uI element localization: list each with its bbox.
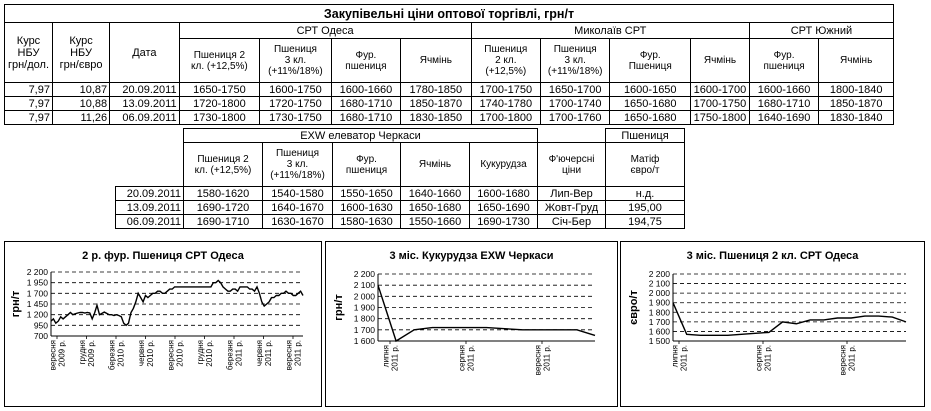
table-cell: 1640-1660 [401,187,470,201]
table-cell: 20.09.2011 [116,187,184,201]
table-cell: 1600-1750 [260,83,331,97]
y-tick-label: 1 450 [26,299,48,309]
header-line: пшениця [345,60,387,72]
x-tick-label [534,345,552,375]
y-tick-label: 1 900 [648,297,670,308]
y-tick-label: 1 950 [26,277,48,288]
table-cell: 195,00 [606,201,685,215]
table-cell: 1630-1670 [263,215,333,229]
x-tick-label-line: вересня [838,345,848,376]
header-line: Пшениця [628,60,672,72]
y-tick-label: 1 700 [648,316,670,327]
header-line: 3 кл. [286,159,309,170]
header-line: (+11%/18%) [270,170,325,181]
table-cell: 1700-1760 [541,111,610,125]
table-cell: 194,75 [606,215,685,229]
x-tick-label [78,340,96,367]
table-cell: 10,88 [52,97,109,111]
x-tick-label-line: серпня [457,345,467,371]
group-srt-odesa: СРТ Одеса [179,23,471,39]
x-tick-label [49,340,67,370]
header-line: Пшениця [553,44,597,55]
x-tick-label [458,345,476,371]
chart-wheat-odesa-svg [5,242,321,406]
x-tick-label [137,340,155,367]
header-line: Кукурудза [480,159,527,170]
table-cell: 1540-1580 [263,187,333,201]
table-cell: 13.09.2011 [116,201,184,215]
table-cell: 1650-1680 [401,201,470,215]
header-mykolaiv-col-0 [471,39,540,83]
table-cell: 1720-1800 [179,97,260,111]
chart-ylabel: грн/т [10,290,22,318]
header-odesa-col-3 [401,39,471,83]
y-tick-label: 1 700 [26,288,48,299]
table-cell: 1650-1750 [179,83,260,97]
header-line: Ячмінь [703,55,737,66]
table-cell: 1600-1680 [470,187,538,201]
series-line [378,285,595,341]
y-tick-label: 1 900 [353,302,375,313]
header-odesa-col-1 [260,39,331,83]
table-cell: 1740-1780 [471,97,540,111]
chart-ylabel: грн/т [333,294,345,321]
x-tick-label [285,340,303,370]
x-tick-label-line: серпня [754,345,764,371]
blank-cell [116,143,184,187]
table-cell: 1640-1690 [749,111,818,125]
header-yuzhnyi-col-1 [819,39,894,83]
table-cell: Жовт-Груд [538,201,606,215]
y-tick-label: 2 200 [353,269,375,279]
header-odesa-col-2 [331,39,400,83]
header-line: Ячмінь [419,55,452,66]
y-tick-label: 950 [33,320,48,331]
y-tick-label: 2 100 [353,280,375,291]
header-line: Ф'ючерсні [548,153,595,165]
header-bottom-col-0 [184,143,263,187]
table-cell: 1830-1850 [401,111,471,125]
header-bottom-col-3 [401,143,470,187]
table-cell: 1600-1630 [333,201,401,215]
table-cell: н.д. [606,187,685,201]
x-tick-label-line: 2011 р. [390,345,400,372]
header-line: Ячмінь [418,159,452,170]
group-exw-cherkasy: EXW елеватор Черкаси [184,129,538,143]
header-line: кл. (+12,5%) [191,60,248,72]
table-cell: 1600-1650 [610,83,691,97]
series-line [51,281,303,326]
x-tick-label-line: 2011 р. [847,345,857,372]
x-tick-label-line: 2011 р. [679,345,689,372]
header-line: Ячмінь [840,55,873,66]
header-line: євро/т [630,164,660,176]
x-tick-label-line: липня [381,345,391,368]
header-line: НБУ [17,46,40,59]
x-tick-label [196,340,214,367]
header-line: 3 кл. [284,55,307,66]
header-line: Фур. [356,153,377,165]
x-tick-label-line: червня [255,340,264,367]
table-cell: 1680-1710 [331,97,400,111]
chart-title: 3 міс. Пшениця 2 кл. СРТ Одеса [686,250,859,262]
header-line: (+12,5%) [485,66,527,77]
header-bottom-col-2 [333,143,401,187]
header-kurs-usd [5,23,53,83]
x-tick-label-line: червня [137,340,146,367]
x-tick-label-line: 2010 р. [146,340,155,367]
table-cell: 1780-1850 [401,83,471,97]
header-line: Пшениця 2 [197,153,249,165]
x-tick-label-line: вересня [166,340,176,371]
table-row [116,201,685,215]
header-mykolaiv-col-3 [691,39,750,83]
x-tick-label-line: грудня [78,340,87,365]
table-cell: Лип-Вер [538,187,606,201]
table-cell: 06.09.2011 [110,111,179,125]
chart-corn-cherkasy [325,241,618,407]
header-kurs-eur [52,23,109,83]
header-line: пшениця [345,164,388,176]
y-tick-label: 1 600 [353,336,375,346]
y-tick-label: 2 000 [353,291,375,302]
x-tick-label-line: 2011 р. [264,340,273,367]
header-line: Курс [69,34,93,47]
x-tick-label [226,340,244,370]
y-tick-label: 1 600 [648,326,670,337]
y-tick-label: 2 000 [648,288,670,299]
table-cell: 1800-1840 [819,83,894,97]
header-mykolaiv-col-2 [610,39,691,83]
x-tick-label-line: 2010 р. [175,340,185,367]
header-line: Пшениця [273,44,317,55]
table-cell: 1730-1800 [179,111,260,125]
table-cell: 1700-1750 [471,83,540,97]
table-cell: 1600-1660 [331,83,400,97]
header-wheat-matif: Пшениця [606,129,685,143]
x-tick-label-line: березня [107,340,117,371]
page-title: Закупівельні ціни оптової торгівлі, грн/т [5,5,894,23]
bottom-price-table [115,128,685,229]
table-cell: Січ-Бер [538,215,606,229]
x-tick-label [755,345,773,371]
y-tick-label: 1 800 [648,307,670,318]
x-tick-label-line: березня [225,340,235,371]
table-cell: 1850-1870 [819,97,894,111]
table-cell: 1750-1800 [691,111,750,125]
table-cell: 13.09.2011 [110,97,179,111]
table-cell: 1650-1700 [541,83,610,97]
table-cell: 1690-1710 [184,215,263,229]
x-tick-label [255,340,273,366]
y-tick-label: 2 100 [648,278,670,289]
table-cell: 7,97 [5,83,53,97]
x-tick-label-line: 2010 р. [116,340,126,367]
x-tick-label-line: вересня [284,340,294,371]
header-line: 3 кл. [564,55,586,66]
table-cell: 1600-1700 [691,83,750,97]
x-tick-label-line: 2010 р. [205,340,214,367]
header-line: Курс [16,34,41,47]
group-srt-yuzhnyi: СРТ Южний [749,23,893,39]
header-line: Пшениця [275,148,320,159]
header-line: Матіф [630,153,660,165]
chart-wheat-odesa [4,241,322,407]
table-cell: 7,97 [5,111,53,125]
header-odesa-col-0 [179,39,260,83]
table-cell: 1640-1670 [263,201,333,215]
y-tick-label: 1 800 [353,313,375,324]
header-line: Фур. [639,49,661,61]
x-tick-label-line: 2011 р. [466,345,476,372]
x-tick-label-line: липня [670,345,680,368]
table-cell: 1690-1730 [470,215,538,229]
header-line: 2 кл. [495,55,517,66]
x-tick-label-line: 2011 р. [234,340,244,367]
header-line: (+11%/18%) [268,66,323,77]
x-tick-label-line: вересня [533,345,543,376]
top-price-table [4,4,894,125]
table-row [116,215,685,229]
y-tick-label: 1 500 [648,336,670,346]
table-row [5,111,894,125]
x-tick-label-line: 2011 р. [293,340,303,367]
table-cell: 1580-1630 [333,215,401,229]
x-tick-label [108,340,126,370]
header-date: Дата [110,23,179,83]
table-cell: 06.09.2011 [116,215,184,229]
table-cell: 1550-1660 [401,215,470,229]
table-cell: 1580-1620 [184,187,263,201]
table-row [116,187,685,201]
header-bottom-col-4 [470,143,538,187]
header-yuzhnyi-col-0 [749,39,818,83]
x-tick-label [167,340,185,370]
table-cell: 1690-1720 [184,201,263,215]
x-tick-label [839,345,857,375]
table-cell: 1680-1710 [331,111,400,125]
header-line: (+11%/18%) [547,66,603,77]
chart-corn-cherkasy-svg [326,242,617,406]
group-mykolaiv-srt: Миколаїв СРТ [471,23,749,39]
x-tick-label [382,345,400,371]
table-row [5,83,894,97]
header-line: Фур. [773,49,795,61]
table-cell: 10,87 [52,83,109,97]
table-row [5,97,894,111]
y-tick-label: 1 700 [353,324,375,335]
header-line: НБУ [70,46,93,59]
table-cell: 1700-1800 [471,111,540,125]
table-cell: 1600-1660 [749,83,818,97]
header-line: грн/дол. [7,58,49,71]
x-tick-label-line: 2009 р. [57,340,67,367]
table-cell: 1650-1690 [470,201,538,215]
header-bottom-col-6 [606,143,685,187]
table-cell: 1650-1680 [610,97,691,111]
y-tick-label: 700 [33,331,48,341]
header-line: грн/євро [59,58,103,71]
header-line: Фур. [355,49,377,61]
x-tick-label-line: 2011 р. [542,345,552,372]
chart-title: 3 міс. Кукурудза EXW Черкаси [389,250,554,262]
y-tick-label: 2 200 [26,267,48,277]
header-line: Пшениця [484,44,528,55]
table-cell: 7,97 [5,97,53,111]
x-tick-label [671,345,689,371]
x-tick-label-line: грудня [196,340,205,365]
chart-title: 2 р. фур. Пшениця СРТ Одеса [82,250,244,262]
header-line: Пшениця 2 [193,49,246,61]
table-cell: 1700-1750 [691,97,750,111]
table-cell: 1550-1650 [333,187,401,201]
chart-ylabel: євро/т [628,290,640,325]
table-cell: 20.09.2011 [110,83,179,97]
y-tick-label: 2 200 [648,269,670,279]
header-line: пшениця [763,60,805,72]
table-cell: 1650-1680 [610,111,691,125]
header-bottom-col-5 [538,143,606,187]
table-cell: 11,26 [52,111,109,125]
x-tick-label-line: вересня [48,340,58,371]
header-line: кл. (+12,5%) [194,164,252,176]
y-tick-label: 1 200 [26,309,48,320]
series-line [673,303,906,336]
header-line: ціни [561,164,582,176]
header-bottom-col-1 [263,143,333,187]
table-cell: 1720-1750 [260,97,331,111]
table-cell: 1830-1840 [819,111,894,125]
chart-wheat2-odesa-svg [621,242,924,406]
header-mykolaiv-col-1 [541,39,610,83]
table-cell: 1730-1750 [260,111,331,125]
x-tick-label-line: 2011 р. [763,345,773,372]
table-cell: 1680-1710 [749,97,818,111]
chart-wheat2-odesa [620,241,925,407]
x-tick-label-line: 2009 р. [87,340,96,367]
table-cell: 1850-1870 [401,97,471,111]
table-cell: 1700-1740 [541,97,610,111]
